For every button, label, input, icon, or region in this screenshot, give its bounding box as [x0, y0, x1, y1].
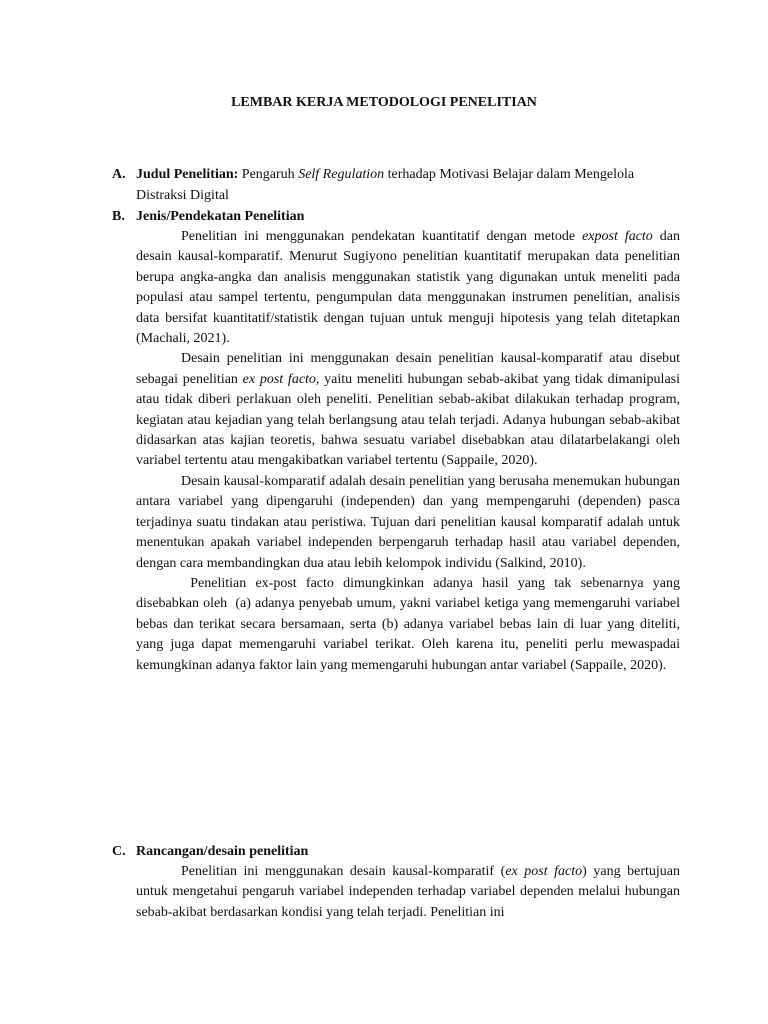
section-c-p1-after: ) yang bertujuan untuk mengetahui pengaruh variabel independen terhadap variabel dependen melalui hubungan sebab-akibat berdasarkan kondisi yang telah terjadi. Penelitian ini	[136, 864, 681, 920]
document-title: LEMBAR KERJA METODOLOGI PENELITIAN	[231, 95, 537, 110]
section-b-p1-italic: expost facto	[582, 229, 653, 244]
section-b-p2-after: , yaitu meneliti hubungan sebab-akibat yang tidak dimanipulasi atau tidak diberi perlakuan oleh peneliti. Penelitian sebab-akibat dilakukan terhadap program, kegiatan atau kejadian yang telah berlangsung atau telah terjadi. Adanya hubungan sebab-akibat didasarkan atas kajian teoretis, bahwa sesuatu variabel disebabkan atau dilatarbelakangi oleh variabel tertentu atau mengakibatkan variabel tertentu (Sappaile, 2020).	[136, 371, 680, 469]
section-a-letter: A.	[112, 167, 126, 182]
section-b-heading: Jenis/Pendekatan Penelitian	[136, 209, 305, 224]
section-c-p1-before: Penelitian ini menggunakan desain kausal-komparatif (	[181, 864, 506, 879]
section-b-paragraph-3: Desain kausal-komparatif adalah desain penelitian yang berusaha menemukan hubungan antara variabel yang dipengaruhi (independen) dan yang mempengaruhi (dependen) pasca terjadinya suatu tindakan atau peristiwa. Tujuan dari penelitian kausal komparatif adalah untuk menentukan apakah variabel independen berpengaruh terhadap hasil atau variabel dependen, dengan cara membandingkan dua atau lebih kelompok individu (Salkind, 2010).	[136, 473, 680, 571]
section-c-p1-italic: ex post facto	[505, 864, 583, 879]
section-c-paragraph-1	[136, 862, 680, 923]
section-a-italic: Self Regulation	[298, 167, 385, 182]
section-b-letter: B.	[112, 209, 125, 224]
section-b-p2-italic: ex post facto	[242, 371, 316, 387]
section-a-text-before: Pengaruh	[238, 167, 299, 182]
section-a	[112, 164, 680, 206]
section-b-p2-before: Desain penelitian ini menggunakan desain penelitian kausal-komparatif atau disebut sebagai penelitian	[136, 351, 680, 387]
section-c	[112, 841, 680, 923]
section-c-heading: Rancangan/desain penelitian	[136, 844, 309, 859]
section-b	[112, 206, 684, 676]
section-a-title	[136, 164, 680, 206]
section-c-letter: C.	[112, 844, 126, 859]
section-b-p1-after: dan desain kausal-komparatif. Menurut Sugiyono penelitian kuantitatif merupakan data penelitian berupa angka-angka dan analisis menggunakan statistik yang digunakan untuk meneliti pada populasi atau sampel tertentu, pengumpulan data menggunakan instrumen penelitian, analisis data bersifat kuantitatif/statistik dengan tujuan untuk menguji hipotesis yang telah ditetapkan (Machali, 2021).	[136, 229, 681, 347]
section-a-label: Judul Penelitian:	[136, 167, 239, 182]
section-b-paragraph-1	[136, 227, 680, 349]
section-b-paragraph-2	[136, 349, 680, 471]
section-b-p1-before: Penelitian ini menggunakan pendekatan kuantitatif dengan metode	[181, 229, 583, 244]
section-a-text-after: terhadap Motivasi Belajar dalam Mengelola Distraksi Digital	[136, 167, 635, 203]
section-b-paragraph-4: Penelitian ex-post facto dimungkinkan adanya hasil yang tak sebenarnya yang disebabkan oleh (a) adanya penyebab umum, yakni variabel ketiga yang memengaruhi variabel bebas dan terikat secara bersamaan, serta (b) adanya variabel bebas lain di luar yang diteliti, yang juga dapat memengaruhi variabel terikat. Oleh karena itu, peneliti perlu mewaspadai kemungkinan adanya faktor lain yang memengaruhi hubungan antar variabel (Sappaile, 2020).	[136, 575, 684, 673]
